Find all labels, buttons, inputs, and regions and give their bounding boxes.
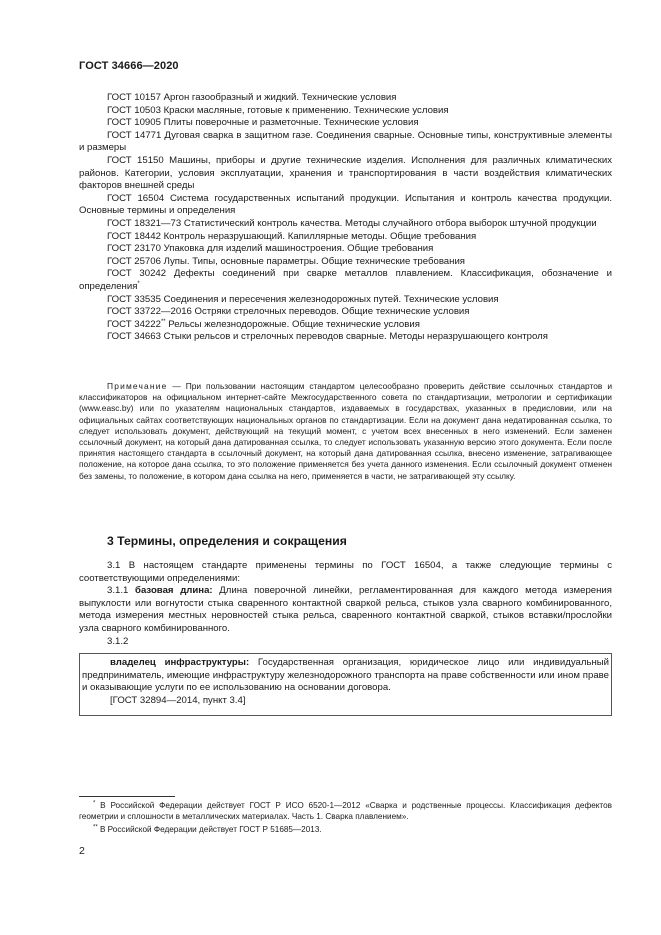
clause-number: 3.1.1 (107, 585, 136, 597)
note-text: — При пользовании настоящим стандартом целесообразно проверить действие ссылочных стандартов и классификаторов на официальном интернет-сайте Межгосударственного совета по стандартизации, метрологии и сертификации (www.easc.by) или по указателям национальных стандартов, издаваемых в государствах, указанных в предисловии, или на официальных сайтах соответствующих национальных органов по стандартизации. Если на документ дана недатированная ссылка, то следует использовать документ, действующий на текущий момент, с учетом всех внесенных в него изменений. Если заменен ссылочный документ, на который дана датированная ссылка, то следует использовать указанную версию этого документа. Если после принятия настоящего стандарта в ссылочный документ, на который дана датированная ссылка, внесено изменение, затрагивающее положение, на которое дана ссылка, то это положение применяется без учета данного изменения. Если ссылочный документ отменен без замены, то положение, в котором дана ссылка на него, применяется в части, не затрагивающей эту ссылку. (79, 381, 612, 481)
reference-item: ГОСТ 25706 Лупы. Типы, основные параметры. Общие технические требования (107, 255, 465, 267)
term-entry (80, 657, 611, 695)
reference-item: ГОСТ 33722—2016 Остряки стрелочных переводов. Общие технические условия (107, 306, 470, 318)
reference-code: ГОСТ 34222 (107, 318, 161, 330)
footnote (79, 824, 612, 835)
reference-item: ГОСТ 18321—73 Статистический контроль качества. Методы случайного отбора выборок штучной продукции (107, 217, 597, 229)
footnote (79, 800, 612, 822)
section-body (79, 560, 612, 648)
reference-item: ГОСТ 16504 Система государственных испытаний продукции. Испытания и контроль качества продукции. Основные термины и определения (79, 192, 612, 217)
reference-item: ГОСТ 10157 Аргон газообразный и жидкий. Технические условия (107, 92, 397, 103)
note-label: Примечание (107, 381, 168, 391)
normative-references-list (79, 92, 612, 344)
footnote-marker: ** (93, 824, 98, 831)
reference-item-30242 (79, 268, 612, 293)
footnote-marker: ** (160, 318, 166, 325)
reference-item: ГОСТ 18442 Контроль неразрушающий. Капиллярные методы. Общие требования (107, 230, 477, 242)
term-source: [ГОСТ 32894—2014, пункт 3.4] (110, 694, 246, 706)
reference-item: ГОСТ 14771 Дуговая сварка в защитном газе. Соединения сварные. Основные типы, конструктивные элементы и размеры (79, 129, 612, 154)
term-definition: Государственная организация, юридическое лицо или индивидуальный предприниматель, имеющие инфраструктуру железнодорожного транспорта на праве собственности или ином праве и оказывающие услуги по ее использованию на основании договора. (82, 657, 609, 694)
note-paragraph (79, 381, 612, 482)
footnote-separator (79, 796, 175, 797)
reference-item: ГОСТ 33535 Соединения и пересечения железнодорожных путей. Технические условия (107, 293, 499, 305)
term-box (79, 653, 612, 716)
reference-item: ГОСТ 23170 Упаковка для изделий машиностроения. Общие требования (107, 243, 434, 255)
document-id-header: ГОСТ 34666—2020 (79, 60, 179, 72)
reference-text: ГОСТ 30242 Дефекты соединений при сварке металлов плавлением. Классификация, обозначение и определения (79, 268, 612, 292)
reference-item: ГОСТ 15150 Машины, приборы и другие технические изделия. Исполнения для различных климатических районов. Категории, условия эксплуатации, хранения и транспортирования в части воздействия климатических факторов внешней среды (79, 154, 612, 192)
term-definition: Длина поверочной линейки, регламентированная для каждого метода измерения выпуклости или вогнутости стыка сваренного контактной сваркой рельса, стыков узла сварного комбинированного, метода измерения местных неровностей стыка рельса, сваренного контактной сваркой, стыков вставки/прослойки узла сварного комбинированного. (79, 585, 612, 634)
footnote-text: В Российской Федерации действует ГОСТ Р 51685—2013. (97, 825, 322, 834)
paragraph-3-1-1 (79, 585, 612, 635)
term-name: владелец инфраструктуры: (110, 657, 250, 668)
section-title: 3 Термины, определения и сокращения (107, 534, 347, 548)
term-name: базовая длина: (135, 585, 213, 597)
term-box-content (80, 657, 611, 707)
page-number: 2 (79, 845, 85, 857)
term-box-border (80, 653, 611, 654)
footnote-marker: * (137, 280, 140, 287)
clause-number-3-1-2: 3.1.2 (107, 635, 129, 647)
reference-item: ГОСТ 10905 Плиты поверочные и разметочные. Технические условия (107, 117, 419, 129)
paragraph-3-1: 3.1 В настоящем стандарте применены термины по ГОСТ 16504, а также следующие термины с соответствующими определениями: (79, 560, 612, 584)
footnote-marker: * (93, 800, 96, 807)
footnotes (79, 800, 612, 837)
reference-item-34222 (79, 319, 612, 332)
reference-item: ГОСТ 34663 Стыки рельсов и стрелочных переводов сварные. Методы неразрушающего контроля (107, 331, 548, 343)
reference-item: ГОСТ 10503 Краски масляные, готовые к применению. Технические условия (107, 104, 449, 116)
reference-text: Рельсы железнодорожные. Общие технические условия (165, 318, 420, 330)
footnote-text: В Российской Федерации действует ГОСТ Р ИСО 6520-1—2012 «Сварка и родственные процессы. Классификация дефектов геометрии и сплошности в металлических материалах. Часть 1. Сварка плавлением». (79, 801, 612, 821)
